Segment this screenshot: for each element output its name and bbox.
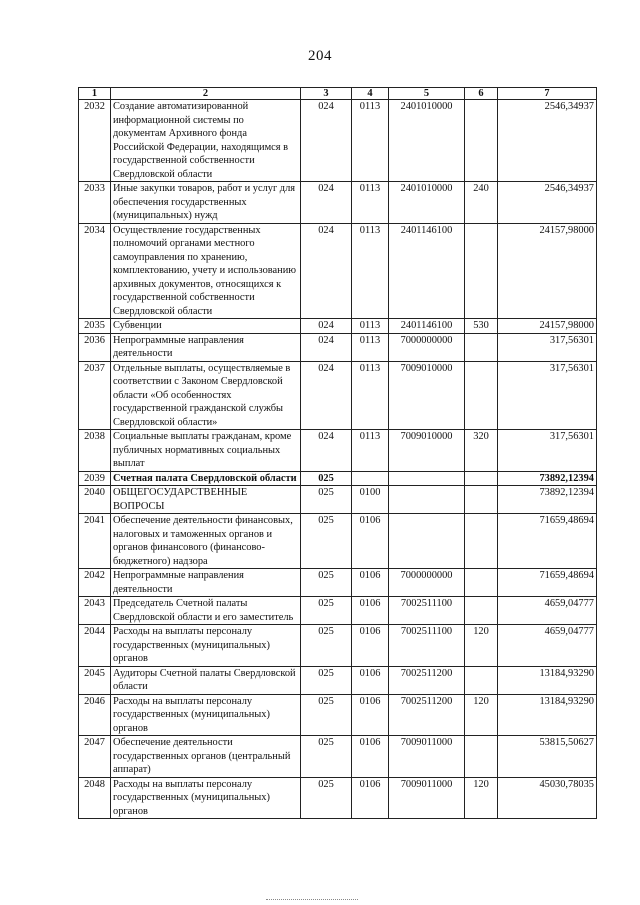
row-expense-type bbox=[465, 486, 498, 514]
row-target-code: 7009010000 bbox=[389, 361, 465, 430]
row-number: 2042 bbox=[79, 569, 111, 597]
row-name: Непрограммные направления деятельности bbox=[111, 569, 301, 597]
row-expense-type bbox=[465, 223, 498, 319]
row-amount: 317,56301 bbox=[498, 333, 597, 361]
page-number: 204 bbox=[308, 48, 332, 64]
row-section-code: 0106 bbox=[352, 736, 389, 778]
row-number: 2035 bbox=[79, 319, 111, 334]
header-col-3: 3 bbox=[301, 88, 352, 100]
row-expense-type bbox=[465, 597, 498, 625]
row-section-code: 0113 bbox=[352, 100, 389, 182]
row-section-code: 0106 bbox=[352, 514, 389, 569]
row-name: ОБЩЕГОСУДАРСТВЕННЫЕ ВОПРОСЫ bbox=[111, 486, 301, 514]
table-row bbox=[79, 319, 597, 334]
row-expense-type bbox=[465, 333, 498, 361]
table-row bbox=[79, 182, 597, 224]
row-name: Осуществление государственных полномочий органами местного самоуправления по хранению, комплектованию, учету и использованию архивных документов, относящихся к государственной собственности Свердловской области bbox=[111, 223, 301, 319]
table-row bbox=[79, 694, 597, 736]
row-section-code: 0106 bbox=[352, 694, 389, 736]
row-amount: 13184,93290 bbox=[498, 694, 597, 736]
row-name: Счетная палата Свердловской области bbox=[111, 471, 301, 486]
row-amount: 45030,78035 bbox=[498, 777, 597, 819]
row-number: 2046 bbox=[79, 694, 111, 736]
row-ministry-code: 024 bbox=[301, 319, 352, 334]
row-section-code: 0113 bbox=[352, 361, 389, 430]
row-target-code bbox=[389, 471, 465, 486]
row-number: 2033 bbox=[79, 182, 111, 224]
row-amount: 73892,12394 bbox=[498, 486, 597, 514]
row-target-code: 7009011000 bbox=[389, 736, 465, 778]
row-expense-type bbox=[465, 736, 498, 778]
row-name: Расходы на выплаты персоналу государственных (муниципальных) органов bbox=[111, 625, 301, 667]
row-ministry-code: 024 bbox=[301, 361, 352, 430]
scan-edge-mark bbox=[266, 899, 358, 901]
row-target-code: 7009011000 bbox=[389, 777, 465, 819]
row-number: 2039 bbox=[79, 471, 111, 486]
row-target-code: 7002511200 bbox=[389, 694, 465, 736]
row-amount: 317,56301 bbox=[498, 361, 597, 430]
row-ministry-code: 024 bbox=[301, 333, 352, 361]
row-target-code: 7009010000 bbox=[389, 430, 465, 472]
row-target-code: 7002511100 bbox=[389, 625, 465, 667]
row-ministry-code: 024 bbox=[301, 182, 352, 224]
row-amount: 4659,04777 bbox=[498, 597, 597, 625]
row-ministry-code: 025 bbox=[301, 597, 352, 625]
row-amount: 71659,48694 bbox=[498, 569, 597, 597]
row-section-code: 0106 bbox=[352, 777, 389, 819]
table-row bbox=[79, 333, 597, 361]
table-row bbox=[79, 223, 597, 319]
row-expense-type bbox=[465, 569, 498, 597]
row-target-code bbox=[389, 514, 465, 569]
row-amount: 2546,34937 bbox=[498, 100, 597, 182]
row-number: 2044 bbox=[79, 625, 111, 667]
row-expense-type bbox=[465, 100, 498, 182]
row-number: 2038 bbox=[79, 430, 111, 472]
row-amount: 13184,93290 bbox=[498, 666, 597, 694]
row-expense-type: 120 bbox=[465, 777, 498, 819]
row-number: 2047 bbox=[79, 736, 111, 778]
table-row bbox=[79, 361, 597, 430]
row-name: Создание автоматизированной информационной системы по документам Архивного фонда Российской Федерации, находящимся в государственной собственности Свердловской области bbox=[111, 100, 301, 182]
row-ministry-code: 025 bbox=[301, 569, 352, 597]
header-col-5: 5 bbox=[389, 88, 465, 100]
row-amount: 73892,12394 bbox=[498, 471, 597, 486]
row-expense-type: 120 bbox=[465, 694, 498, 736]
table-row bbox=[79, 100, 597, 182]
row-section-code: 0106 bbox=[352, 597, 389, 625]
row-target-code: 2401010000 bbox=[389, 100, 465, 182]
row-name: Председатель Счетной палаты Свердловской области и его заместитель bbox=[111, 597, 301, 625]
header-col-2: 2 bbox=[111, 88, 301, 100]
table-row bbox=[79, 597, 597, 625]
row-target-code: 2401146100 bbox=[389, 319, 465, 334]
row-target-code: 7002511100 bbox=[389, 597, 465, 625]
row-name: Расходы на выплаты персоналу государственных (муниципальных) органов bbox=[111, 694, 301, 736]
row-ministry-code: 024 bbox=[301, 100, 352, 182]
row-expense-type bbox=[465, 666, 498, 694]
row-expense-type: 240 bbox=[465, 182, 498, 224]
row-expense-type: 320 bbox=[465, 430, 498, 472]
row-name: Аудиторы Счетной палаты Свердловской области bbox=[111, 666, 301, 694]
row-target-code: 2401146100 bbox=[389, 223, 465, 319]
row-ministry-code: 025 bbox=[301, 736, 352, 778]
row-name: Обеспечение деятельности финансовых, налоговых и таможенных органов и органов финансового (финансово-бюджетного) надзора bbox=[111, 514, 301, 569]
row-amount: 2546,34937 bbox=[498, 182, 597, 224]
row-section-code: 0100 bbox=[352, 486, 389, 514]
table-body bbox=[79, 100, 597, 819]
row-name: Расходы на выплаты персоналу государственных (муниципальных) органов bbox=[111, 777, 301, 819]
row-number: 2034 bbox=[79, 223, 111, 319]
row-amount: 317,56301 bbox=[498, 430, 597, 472]
row-ministry-code: 025 bbox=[301, 514, 352, 569]
row-target-code: 7000000000 bbox=[389, 333, 465, 361]
row-target-code bbox=[389, 486, 465, 514]
row-expense-type bbox=[465, 471, 498, 486]
row-section-code: 0113 bbox=[352, 182, 389, 224]
row-section-code: 0113 bbox=[352, 430, 389, 472]
row-ministry-code: 025 bbox=[301, 666, 352, 694]
row-number: 2037 bbox=[79, 361, 111, 430]
header-col-6: 6 bbox=[465, 88, 498, 100]
row-name: Отдельные выплаты, осуществляемые в соответствии с Законом Свердловской области «Об особенностях государственной гражданской службы Свердловской области» bbox=[111, 361, 301, 430]
header-col-7: 7 bbox=[498, 88, 597, 100]
table-row bbox=[79, 569, 597, 597]
row-name: Обеспечение деятельности государственных органов (центральный аппарат) bbox=[111, 736, 301, 778]
row-section-code: 0113 bbox=[352, 223, 389, 319]
row-expense-type bbox=[465, 514, 498, 569]
table-row bbox=[79, 514, 597, 569]
row-number: 2048 bbox=[79, 777, 111, 819]
row-expense-type: 530 bbox=[465, 319, 498, 334]
row-target-code: 7000000000 bbox=[389, 569, 465, 597]
row-name: Непрограммные направления деятельности bbox=[111, 333, 301, 361]
table-row bbox=[79, 736, 597, 778]
table-row bbox=[79, 666, 597, 694]
row-name: Иные закупки товаров, работ и услуг для обеспечения государственных (муниципальных) нужд bbox=[111, 182, 301, 224]
row-section-code: 0113 bbox=[352, 333, 389, 361]
row-number: 2041 bbox=[79, 514, 111, 569]
row-name: Субвенции bbox=[111, 319, 301, 334]
row-amount: 24157,98000 bbox=[498, 319, 597, 334]
row-ministry-code: 025 bbox=[301, 694, 352, 736]
row-number: 2043 bbox=[79, 597, 111, 625]
row-ministry-code: 025 bbox=[301, 625, 352, 667]
row-amount: 71659,48694 bbox=[498, 514, 597, 569]
row-section-code: 0106 bbox=[352, 569, 389, 597]
table-row bbox=[79, 471, 597, 486]
row-ministry-code: 024 bbox=[301, 430, 352, 472]
row-section-code: 0113 bbox=[352, 319, 389, 334]
row-ministry-code: 025 bbox=[301, 486, 352, 514]
table-row bbox=[79, 486, 597, 514]
header-col-1: 1 bbox=[79, 88, 111, 100]
row-target-code: 7002511200 bbox=[389, 666, 465, 694]
table-row bbox=[79, 777, 597, 819]
row-ministry-code: 024 bbox=[301, 223, 352, 319]
header-col-4: 4 bbox=[352, 88, 389, 100]
row-name: Социальные выплаты гражданам, кроме публичных нормативных социальных выплат bbox=[111, 430, 301, 472]
row-section-code: 0106 bbox=[352, 625, 389, 667]
row-expense-type bbox=[465, 361, 498, 430]
row-number: 2040 bbox=[79, 486, 111, 514]
table-row bbox=[79, 625, 597, 667]
row-expense-type: 120 bbox=[465, 625, 498, 667]
row-amount: 24157,98000 bbox=[498, 223, 597, 319]
row-number: 2032 bbox=[79, 100, 111, 182]
row-section-code: 0106 bbox=[352, 666, 389, 694]
row-ministry-code: 025 bbox=[301, 777, 352, 819]
row-amount: 53815,50627 bbox=[498, 736, 597, 778]
table-header-row bbox=[79, 88, 597, 100]
row-target-code: 2401010000 bbox=[389, 182, 465, 224]
budget-table bbox=[78, 87, 597, 819]
row-number: 2036 bbox=[79, 333, 111, 361]
row-number: 2045 bbox=[79, 666, 111, 694]
table-row bbox=[79, 430, 597, 472]
row-ministry-code: 025 bbox=[301, 471, 352, 486]
row-section-code bbox=[352, 471, 389, 486]
row-amount: 4659,04777 bbox=[498, 625, 597, 667]
